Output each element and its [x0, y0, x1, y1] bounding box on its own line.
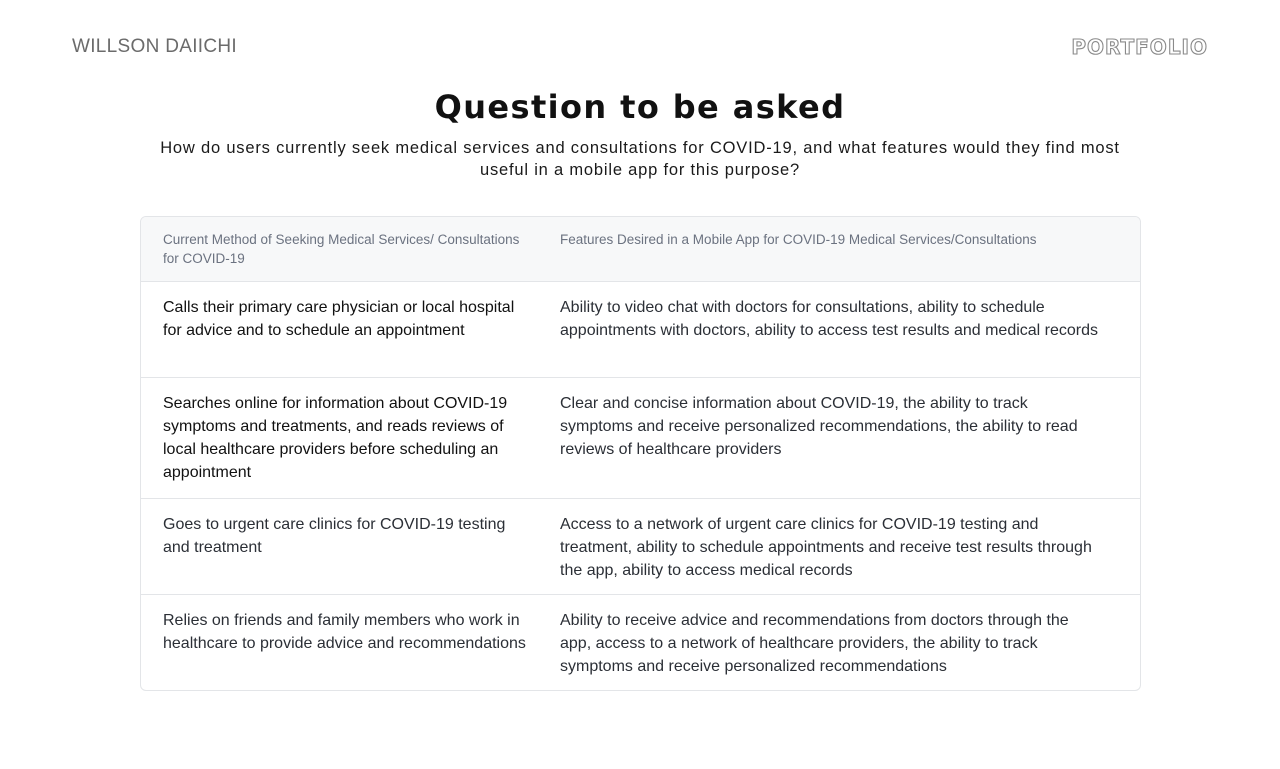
brand-name: WILLSON DAIICHI: [72, 36, 237, 57]
features-cell: Ability to video chat with doctors for consultations, ability to schedule appointments with doctors, ability to access test results and medical records: [560, 299, 1099, 339]
table-header-row: [141, 217, 1140, 281]
page-title: Question to be asked: [434, 88, 846, 126]
page-subtitle: How do users currently seek medical services and consultations for COVID-19, and what features would they find most useful in a mobile app for this purpose?: [160, 139, 1120, 179]
table-row: [141, 377, 1140, 498]
comparison-table: [140, 216, 1141, 691]
features-cell: Access to a network of urgent care clinics for COVID-19 testing and treatment, ability to schedule appointments and receive test results through the app, ability to access medical records: [560, 516, 1092, 579]
features-cell: Clear and concise information about COVID-19, the ability to track symptoms and receive personalized recommendations, the ability to read reviews of healthcare providers: [560, 395, 1078, 458]
column-header-method: Current Method of Seeking Medical Services/ Consultations for COVID-19: [163, 232, 520, 266]
portfolio-label: PORTFOLIO: [1071, 35, 1208, 59]
column-header-features: Features Desired in a Mobile App for COVID-19 Medical Services/Consultations: [560, 232, 1037, 247]
table-row: [141, 498, 1140, 594]
method-cell: Goes to urgent care clinics for COVID-19 testing and treatment: [163, 516, 506, 556]
method-cell: Relies on friends and family members who work in healthcare to provide advice and recommendations: [163, 612, 526, 652]
method-cell: Calls their primary care physician or local hospital for advice and to schedule an appointment: [163, 299, 515, 339]
method-cell: Searches online for information about COVID-19 symptoms and treatments, and reads reviews of local healthcare providers before scheduling an appointment: [163, 395, 508, 481]
table-row: [141, 594, 1140, 690]
table-row: [141, 281, 1140, 377]
features-cell: Ability to receive advice and recommendations from doctors through the app, access to a network of healthcare providers, the ability to track symptoms and receive personalized recommendations: [560, 612, 1069, 675]
